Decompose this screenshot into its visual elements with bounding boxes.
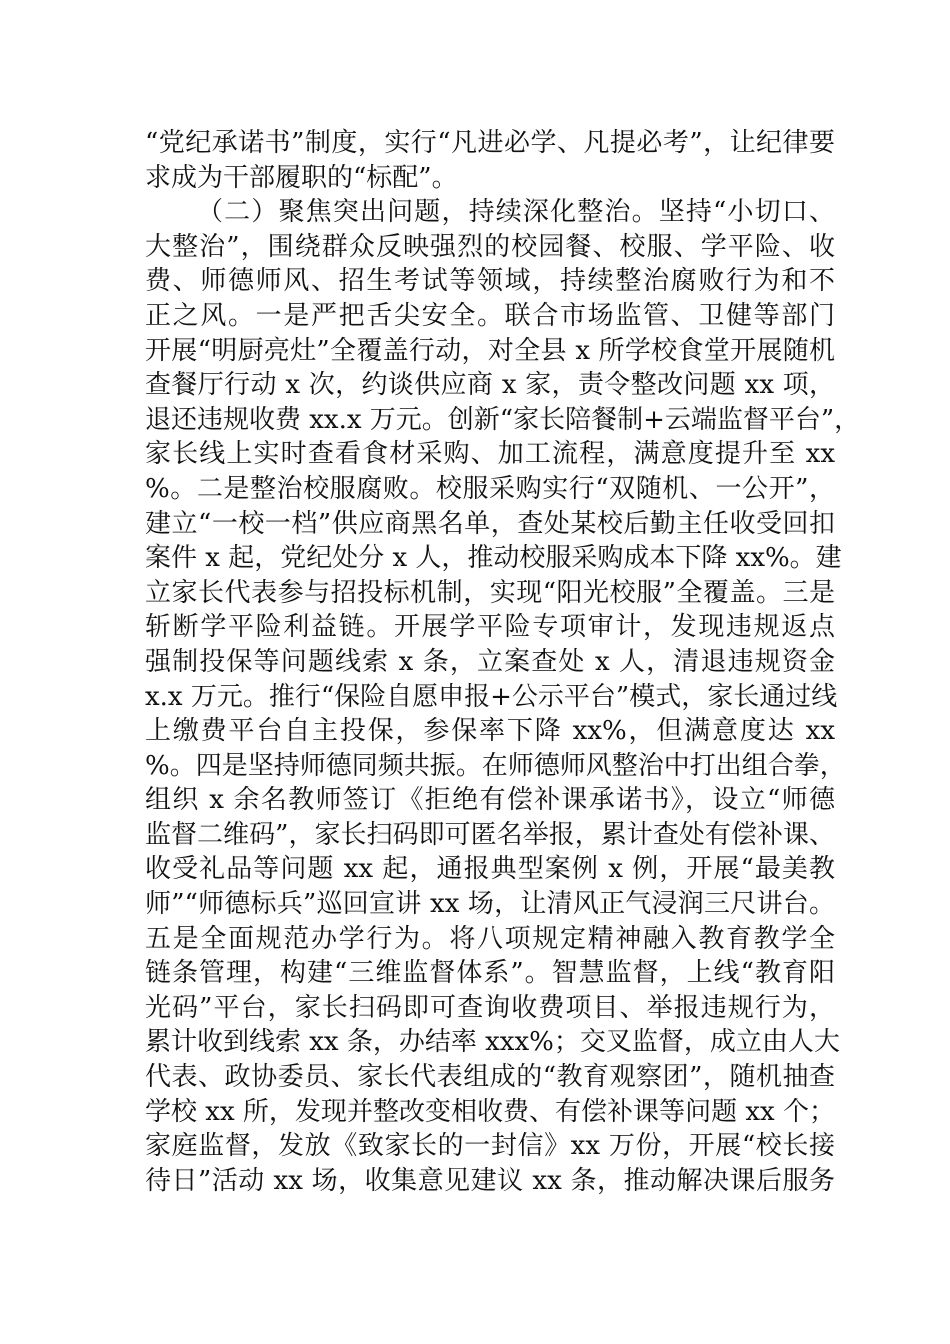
text-line: x.x 万元。推行“保险自愿申报+公示平台”模式，家长通过线 [145, 681, 838, 712]
text-line: 五是全面规范办学行为。将八项规定精神融入教育教学全 [145, 923, 835, 954]
text-line: %。四是坚持师德同频共振。在师德师风整治中打出组合拳， [145, 750, 846, 781]
text-line: 费、师德师风、招生考试等领域，持续整治腐败行为和不 [145, 266, 835, 297]
text-line: 立家长代表参与招投标机制，实现“阳光校服”全覆盖。三是 [145, 577, 835, 608]
text-line: “党纪承诺书”制度，实行“凡进必学、凡提必考”，让纪律要 [145, 128, 835, 158]
text-line: 收受礼品等问题 xx 起，通报典型案例 x 例，开展“最美教 [145, 854, 835, 885]
text-line: 家长线上实时查看食材采购、加工流程，满意度提升至 xx [145, 439, 835, 470]
text-line: 案件 x 起，党纪处分 x 人，推动校服采购成本下降 xx%。建 [145, 543, 842, 574]
text-line: 正之风。一是严把舌尖安全。联合市场监管、卫健等部门 [145, 300, 835, 331]
text-line: 组织 x 余名教师签订《拒绝有偿补课承诺书》，设立“师德 [145, 785, 835, 816]
text-line: 光码”平台，家长扫码即可查询收费项目、举报违规行为， [145, 992, 835, 1023]
text-line: 待日”活动 xx 场，收集意见建议 xx 条，推动解决课后服务 [145, 1165, 835, 1196]
text-line: 家庭监督，发放《致家长的一封信》xx 万份，开展“校长接 [145, 1131, 835, 1162]
text-line: 建立“一校一档”供应商黑名单，查处某校后勤主任收受回扣 [145, 508, 835, 539]
text-line: 上缴费平台自主投保，参保率下降 xx%，但满意度达 xx [145, 716, 835, 747]
text-line: 师”“师德标兵”巡回宣讲 xx 场，让清风正气浸润三尺讲台。 [145, 889, 835, 920]
text-line: 退还违规收费 xx.x 万元。创新“家长陪餐制+云端监督平台”， [145, 404, 861, 435]
text-line: 代表、政协委员、家长代表组成的“教育观察团”，随机抽查 [145, 1062, 835, 1093]
text-line: 开展“明厨亮灶”全覆盖行动，对全县 x 所学校食堂开展随机 [145, 335, 835, 366]
text-line: 强制投保等问题线索 x 条，立案查处 x 人，清退违规资金 [145, 646, 835, 677]
text-line: 大整治”，围绕群众反映强烈的校园餐、校服、学平险、收 [145, 231, 835, 262]
section-heading-line: （二）聚焦突出问题，持续深化整治。坚持“小切口、 [197, 197, 835, 228]
text-line: 累计收到线索 xx 条，办结率 xxx%；交叉监督，成立由人大 [145, 1027, 840, 1058]
text-line: 斩断学平险利益链。开展学平险专项审计，发现违规返点 [145, 612, 835, 643]
text-line: 学校 xx 所，发现并整改变相收费、有偿补课等问题 xx 个； [145, 1096, 835, 1127]
text-line: %。二是整治校服腐败。校服采购实行“双随机、一公开”， [145, 473, 835, 504]
text-line: 监督二维码”，家长扫码即可匿名举报，累计查处有偿补课、 [145, 819, 835, 850]
body-text [145, 126, 861, 1198]
text-line: 求成为干部履职的“标配”。 [145, 162, 458, 193]
text-line: 链条管理，构建“三维监督体系”。智慧监督，上线“教育阳 [145, 958, 835, 989]
text-line: 查餐厅行动 x 次，约谈供应商 x 家，责令整改问题 xx 项， [145, 370, 835, 401]
